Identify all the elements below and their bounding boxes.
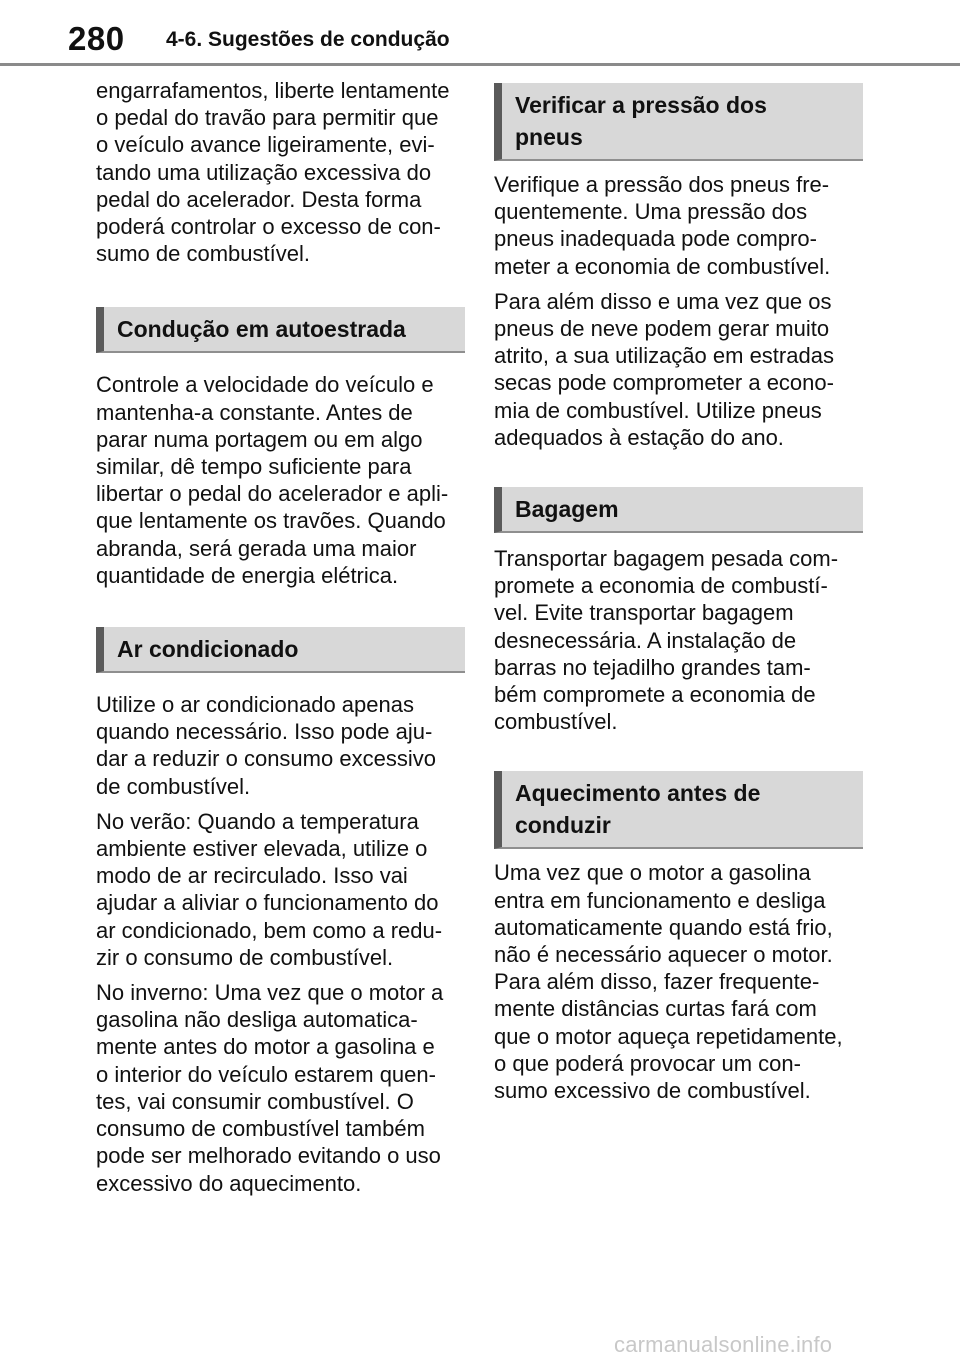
ac-paragraph-winter: No inverno: Uma vez que o motor a gasolina não desliga automatica- mente antes do motor a gasolina e o interior do veículo estarem quen- tes, vai consumir combustível. O consumo de combustível também pode ser melhorado evitando o uso excessivo do aquecimento.	[96, 980, 444, 1196]
heading-highway-driving-text: Condução em autoestrada	[117, 316, 406, 343]
right-column	[494, 83, 861, 1112]
heading-warmup-text: Aquecimento antes de conduzir	[515, 780, 761, 839]
heading-tire-pressure-text: Verificar a pressão dos pneus	[515, 92, 767, 150]
heading-air-conditioning	[96, 627, 465, 673]
heading-luggage	[494, 487, 863, 533]
left-column	[96, 77, 463, 1205]
warmup-paragraph: Uma vez que o motor a gasolina entra em funcionamento e desliga automaticamente quando está frio, não é necessário aquecer o motor. Para além disso, fazer frequente- mente distâncias curtas fará com que o motor aqueça repetidamente, o que poderá provocar um con- sumo excessivo de combustível.	[494, 860, 843, 1104]
intro-paragraph: engarrafamentos, liberte lentamente o pedal do travão para permitir que o veículo avance ligeiramente, evi- tando uma utilização excessiva do pedal do acelerador. Desta forma poderá controlar o excesso de con- sumo de combustível.	[96, 78, 450, 267]
heading-highway-driving	[96, 307, 465, 353]
section-title: 4-6. Sugestões de condução	[166, 28, 450, 51]
watermark: carmanualsonline.info	[614, 1332, 833, 1357]
tires-paragraph-2: Para além disso e uma vez que os pneus de neve podem gerar muito atrito, a sua utilização em estradas secas pode comprometer a econo- mia de combustível. Utilize pneus adequados à estação do ano.	[494, 288, 834, 450]
header-divider	[0, 63, 960, 66]
page-number: 280	[68, 20, 125, 57]
heading-tire-pressure	[494, 83, 863, 161]
ac-paragraph-1: Utilize o ar condicionado apenas quando necessário. Isso pode aju- dar a reduzir o consumo excessivo de combustível.	[96, 692, 436, 799]
highway-paragraph: Controle a velocidade do veículo e mantenha-a constante. Antes de parar numa portagem ou em algo similar, dê tempo suficiente para libertar o pedal do acelerador e apli- que lentamente os travões. Quando abranda, será gerada uma maior quantidade de energia elétrica.	[96, 372, 449, 588]
heading-warmup	[494, 771, 863, 849]
heading-air-conditioning-text: Ar condicionado	[117, 636, 299, 663]
page-header	[0, 0, 960, 66]
heading-luggage-text: Bagagem	[515, 496, 619, 523]
ac-paragraph-summer: No verão: Quando a temperatura ambiente estiver elevada, utilize o modo de ar recirculado. Isso vai ajudar a aliviar o funcionamento do ar condicionado, bem como a redu- zir o consumo de combustível.	[96, 808, 443, 970]
tires-paragraph-1: Verifique a pressão dos pneus fre- quentemente. Uma pressão dos pneus inadequada pode compro- meter a economia de combustível.	[494, 172, 831, 279]
luggage-paragraph: Transportar bagagem pesada com- promete a economia de combustí- vel. Evite transportar bagagem desnecessária. A instalação de barras no tejadilho grandes tam- bém compromete a economia de combustível.	[494, 546, 839, 735]
